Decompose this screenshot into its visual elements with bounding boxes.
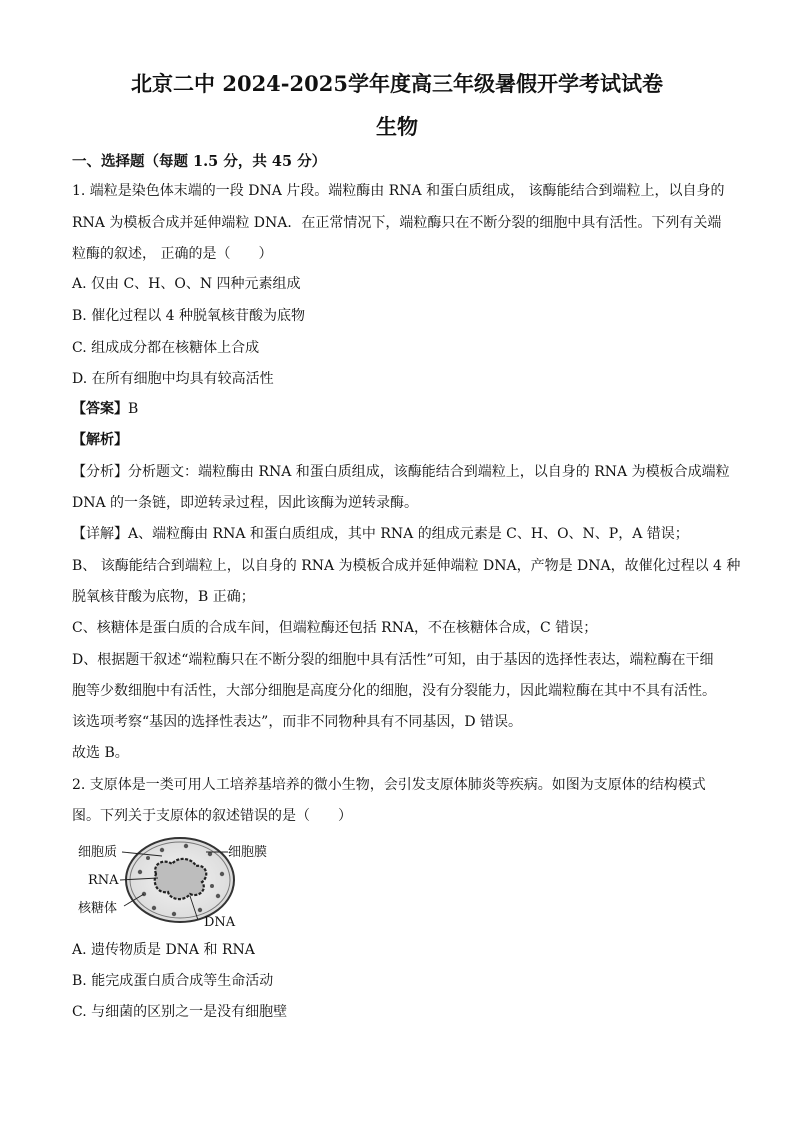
q1-analysis-line: 【分析】分析题文：端粒酶由 RNA 和蛋白质组成，该酶能结合到端粒上，以自身的 RNA 为模板合成端粒 xyxy=(72,464,730,480)
q2-stem-line: 图。下列关于支原体的叙述错误的是（ ） xyxy=(72,808,352,824)
q1-analysis-line: DNA 的一条链，即逆转录过程，因此该酶为逆转录酶。 xyxy=(72,495,419,511)
answer-value: B xyxy=(128,401,139,417)
q1-analysis-line: 该选项考察“基因的选择性表达”，而非不同物种具有不同基因，D 错误。 xyxy=(72,714,522,730)
label-dna: DNA xyxy=(204,915,236,930)
q1-stem-line: RNA 为模板合成并延伸端粒 DNA．在正常情况下，端粒酶只在不断分裂的细胞中具有活性。下列有关端 xyxy=(72,215,722,231)
mycoplasma-diagram xyxy=(78,836,278,932)
q2-option-c: C. 与细菌的区别之一是没有细胞壁 xyxy=(72,1004,288,1020)
q1-answer xyxy=(72,399,732,419)
exam-title: 北京二中 2024-2025学年度高三年级暑假开学考试试卷 xyxy=(131,71,663,96)
q1-analysis-line: B、 该酶能结合到端粒上，以自身的 RNA 为模板合成并延伸端粒 DNA，产物是 DNA，故催化过程以 4 种 xyxy=(72,558,741,574)
subject-title: 生物 xyxy=(376,114,418,139)
q1-analysis-line: 【详解】A、端粒酶由 RNA 和蛋白质组成，其中 RNA 的组成元素是 C、H、O、N、P，A 错误； xyxy=(72,526,689,542)
q1-analysis-line: 胞等少数细胞中有活性，大部分细胞是高度分化的细胞，没有分裂能力，因此端粒酶在其中不具有活性。 xyxy=(72,683,716,699)
q1-conclusion: 故选 B。 xyxy=(72,745,129,761)
q1-analysis-line: D、根据题干叙述“端粒酶只在不断分裂的细胞中具有活性”可知，由于基因的选择性表达，端粒酶在干细 xyxy=(72,652,714,668)
answer-tag: 【答案】 xyxy=(72,401,128,417)
q2-stem-line: 2. 支原体是一类可用人工培养基培养的微小生物，会引发支原体肺炎等疾病。如图为支原体的结构模式 xyxy=(72,777,706,793)
q1-option-c: C. 组成成分都在核糖体上合成 xyxy=(72,340,260,356)
q1-stem-line: 粒酶的叙述， 正确的是（ ） xyxy=(72,246,273,262)
q1-option-d: D. 在所有细胞中均具有较高活性 xyxy=(72,371,274,387)
label-rna: RNA xyxy=(88,873,119,888)
q1-analysis-line: C、核糖体是蛋白质的合成车间，但端粒酶还包括 RNA，不在核糖体合成，C 错误； xyxy=(72,620,598,636)
q1-analysis-line: 脱氧核苷酸为底物，B 正确； xyxy=(72,589,255,605)
q2-option-a: A. 遗传物质是 DNA 和 RNA xyxy=(72,942,255,958)
label-ribosome: 核糖体 xyxy=(78,901,118,916)
q2-option-b: B. 能完成蛋白质合成等生命活动 xyxy=(72,973,274,989)
q1-option-a: A. 仅由 C、H、O、N 四种元素组成 xyxy=(72,276,301,292)
section-heading: 一、选择题（每题 1.5 分，共 45 分） xyxy=(72,153,327,170)
q1-analysis-tag: 【解析】 xyxy=(72,432,128,448)
q1-option-b: B. 催化过程以 4 种脱氧核苷酸为底物 xyxy=(72,308,305,324)
q1-stem-line: 1. 端粒是染色体末端的一段 DNA 片段。端粒酶由 RNA 和蛋白质组成， 该酶能结合到端粒上，以自身的 xyxy=(72,183,725,199)
label-cell-membrane: 细胞膜 xyxy=(228,845,268,860)
label-cytoplasm: 细胞质 xyxy=(78,845,118,860)
